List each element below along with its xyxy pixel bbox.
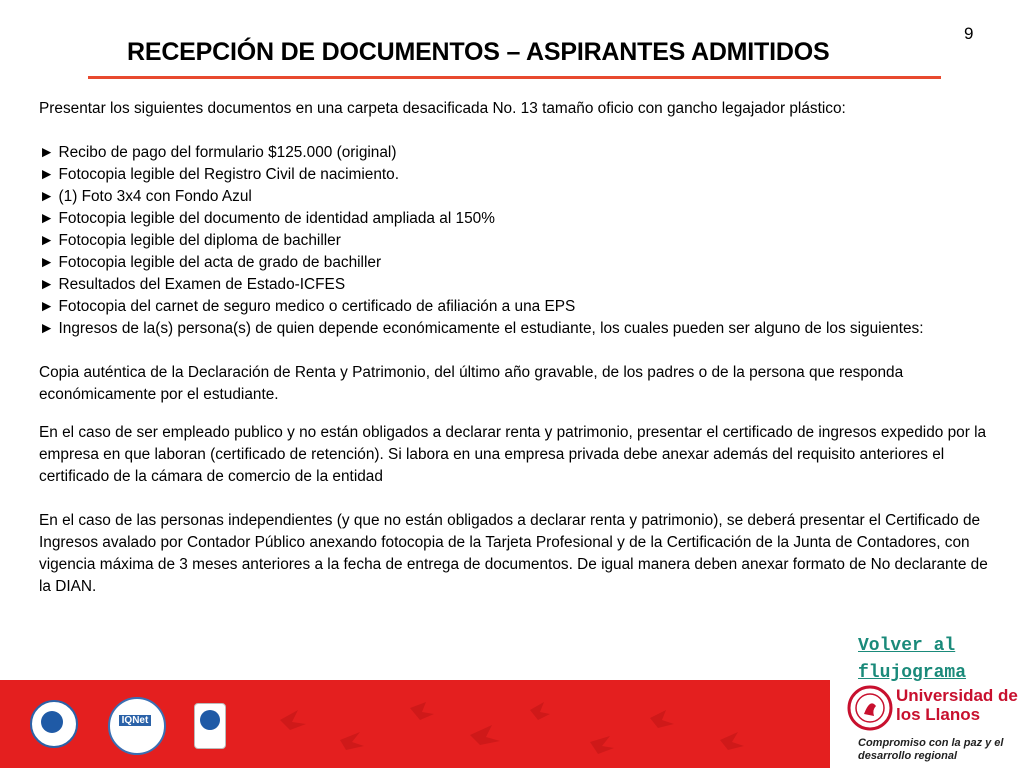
list-item: ► Fotocopia legible del Registro Civil de nacimiento. (39, 166, 399, 183)
iqnet-badge-label: IQNet (119, 715, 151, 726)
iso-certification-badge-icon (194, 703, 226, 749)
title-underline (88, 76, 941, 79)
university-emblem-icon (846, 684, 894, 736)
university-tagline: Compromiso con la paz y el desarrollo regional (858, 737, 1004, 762)
list-item: ► (1) Foto 3x4 con Fondo Azul (39, 188, 252, 205)
list-item: ► Fotocopia legible del acta de grado de bachiller (39, 254, 382, 271)
icontec-certification-badge-icon (30, 700, 78, 748)
independiente-paragraph: En el caso de las personas independientes (y que no están obligados a declarar renta y patrimonio), se deberá presentar el Certificado de Ingresos avalado por Contador Público anexando fotocopia de la Tarjeta Profesional y de la Certificación de la Junta de Contadores, con vigencia máxima de 3 meses anteriores a la fecha de entrega de documentos. De igual manera deben anexar formato de No declarante de la DIAN. (39, 512, 988, 595)
renta-paragraph: Copia auténtica de la Declaración de Renta y Patrimonio, del último año gravable, de los padres o de la persona que responda económicamente por el estudiante. (39, 364, 904, 403)
list-item: ► Recibo de pago del formulario $125.000 (original) (39, 144, 397, 161)
slide-content (39, 98, 999, 598)
university-name: Universidad de los Llanos (896, 686, 1018, 724)
volver-flujograma-link[interactable]: Volver al flujograma (858, 636, 967, 683)
list-item: ► Ingresos de la(s) persona(s) de quien depende económicamente el estudiante, los cuales pueden ser alguno de los siguientes: (39, 320, 924, 337)
list-item: ► Fotocopia legible del diploma de bachiller (39, 232, 341, 249)
intro-paragraph: Presentar los siguientes documentos en una carpeta desacificada No. 13 tamaño oficio con gancho legajador plástico: (39, 100, 846, 117)
list-item: ► Fotocopia del carnet de seguro medico o certificado de afiliación a una EPS (39, 298, 576, 315)
requirements-list (39, 142, 999, 340)
list-item: ► Fotocopia legible del documento de identidad ampliada al 150% (39, 210, 495, 227)
empleado-paragraph: En el caso de ser empleado publico y no están obligados a declarar renta y patrimonio, presentar el certificado de ingresos expedido por la empresa en que laboran (certificado de retención). Si labora en una empresa privada debe anexar además del requisito anteriores el certificado de la cámara de comercio de la entidad (39, 424, 987, 485)
iqnet-certification-badge-icon (108, 697, 166, 755)
slide-title: RECEPCIÓN DE DOCUMENTOS – ASPIRANTES ADMITIDOS (127, 38, 830, 66)
slide-number: 9 (964, 24, 974, 43)
list-item: ► Resultados del Examen de Estado-ICFES (39, 276, 346, 293)
